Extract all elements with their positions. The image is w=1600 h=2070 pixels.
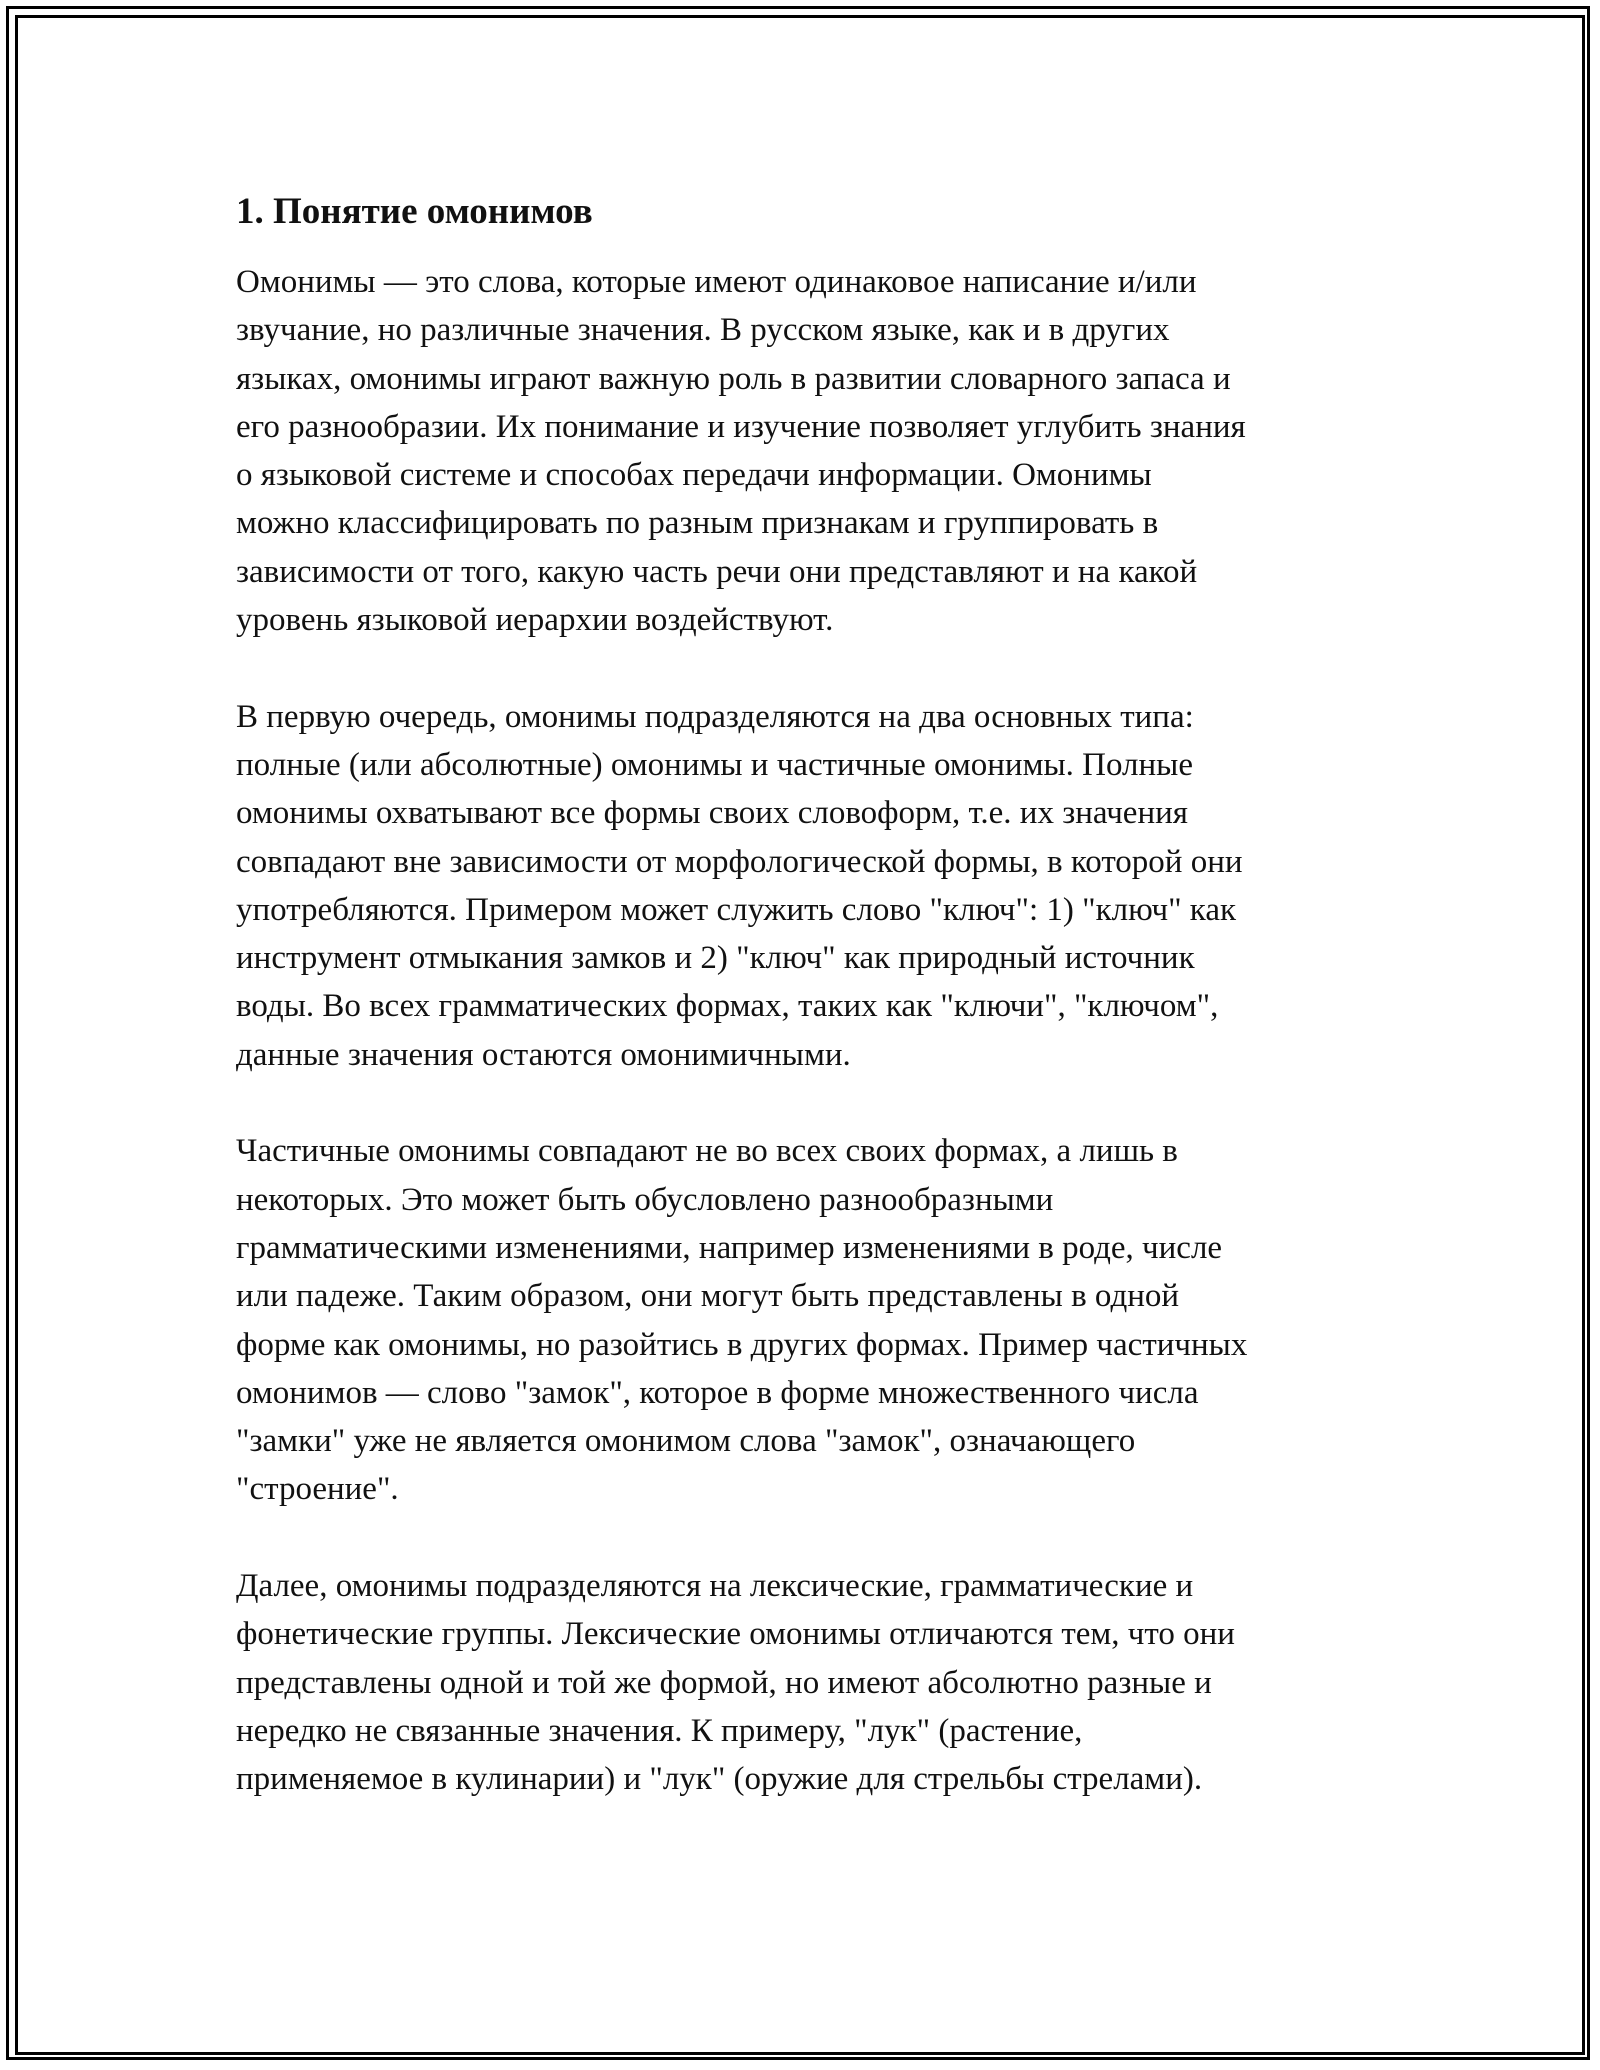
text-line: омонимов — слово "замок", которое в форме множественного числа	[236, 1374, 1199, 1411]
text-line: Омонимы — это слова, которые имеют одинаковое написание и/или	[236, 264, 1197, 300]
text-line: В первую очередь, омонимы подразделяются на два основных типа:	[236, 698, 1194, 735]
paragraph-definition	[236, 258, 1376, 644]
text-line: употребляются. Примером может служить слово "ключ": 1) "ключ" как	[236, 891, 1237, 928]
text-line: форме как омонимы, но разойтись в других формах. Пример частичных	[236, 1326, 1248, 1363]
text-line: инструмент отмыкания замков и 2) "ключ" как природный источник	[236, 940, 1195, 977]
text-line: можно классифицировать по разным признакам и группировать в	[236, 505, 1159, 542]
document-body	[236, 186, 1376, 1852]
text-line: Частичные омонимы совпадают не во всех своих формах, а лишь в	[236, 1133, 1178, 1170]
text-line: зависимости от того, какую часть речи они представляют и на какой	[236, 553, 1198, 590]
text-line: фонетические группы. Лексические омонимы отличаются тем, что они	[236, 1616, 1235, 1653]
text-line: "строение".	[236, 1471, 399, 1508]
text-line: уровень языковой иерархии воздействуют.	[236, 602, 834, 639]
text-line: совпадают вне зависимости от морфологической формы, в которой они	[236, 843, 1243, 880]
text-line: некоторых. Это может быть обусловлено разнообразными	[236, 1181, 1054, 1218]
text-line: грамматическими изменениями, например изменениями в роде, числе	[236, 1229, 1223, 1266]
text-line: представлены одной и той же формой, но имеют абсолютно разные и	[236, 1664, 1212, 1701]
paragraph-partial-homonyms	[236, 1127, 1376, 1513]
text-line: омонимы охватывают все формы своих словоформ, т.е. их значения	[236, 795, 1188, 832]
paragraph-lexical-homonyms	[236, 1562, 1376, 1803]
section-heading: 1. Понятие омонимов	[236, 191, 593, 232]
text-line: "замки" уже не является омонимом слова "замок", означающего	[236, 1423, 1136, 1460]
text-line: нередко не связанные значения. К примеру, "лук" (растение,	[236, 1712, 1083, 1749]
text-line: или падеже. Таким образом, они могут быть представлены в одной	[236, 1278, 1180, 1315]
text-line: данные значения остаются омонимичными.	[236, 1036, 851, 1073]
text-line: применяемое в кулинарии) и "лук" (оружие для стрельбы стрелами).	[236, 1761, 1203, 1798]
text-line: его разнообразии. Их понимание и изучение позволяет углубить знания	[236, 408, 1246, 445]
paragraph-full-homonyms	[236, 693, 1376, 1079]
text-line: Далее, омонимы подразделяются на лексические, грамматические и	[236, 1568, 1194, 1605]
text-line: звучание, но различные значения. В русском языке, как и в других	[236, 312, 1170, 349]
text-line: о языковой системе и способах передачи информации. Омонимы	[236, 457, 1152, 494]
text-line: полные (или абсолютные) омонимы и частичные омонимы. Полные	[236, 746, 1193, 783]
text-line: языках, омонимы играют важную роль в развитии словарного запаса и	[236, 360, 1231, 397]
text-line: воды. Во всех грамматических формах, таких как "ключи", "ключом",	[236, 988, 1219, 1025]
